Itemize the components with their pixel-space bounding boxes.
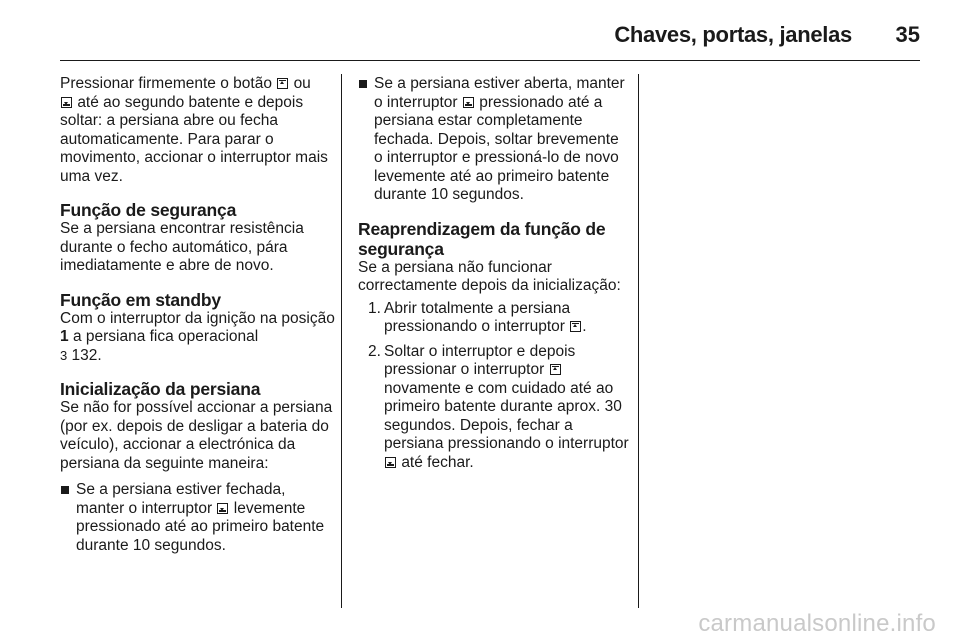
list-item: 2. Soltar o interruptor e depois pressionar o interruptor novamente e com cuidado até ao primeiro batente durante aprox. 30 segundos. Depois, fechar a persiana pressionando o interruptor até fechar. (368, 342, 629, 471)
init-paragraph: Se não for possível accionar a persiana (por ex. depois de desligar a bateria do veículo), accionar a electrónica da persiana da seguinte maneira: (60, 399, 333, 472)
page-number: 35 (895, 22, 920, 47)
relearn-heading: Reaprendizagem da função de segurança (358, 218, 606, 259)
section-title: Chaves, portas, janelas (614, 22, 852, 47)
standby-heading: Função em standby (60, 289, 221, 310)
left-column (60, 75, 335, 555)
intro-paragraph: Pressionar firmemente o botão ou até ao segundo batente e depois soltar: a persiana abre ou fecha automaticamente. Para parar o movimento, accionar o interruptor mais uma vez. (60, 75, 328, 185)
blind-open-icon (550, 364, 561, 375)
blind-close-icon (463, 97, 474, 108)
list-item: 1. Abrir totalmente a persiana pressionando o interruptor . (368, 299, 587, 335)
relearn-paragraph: Se a persiana não funcionar correctamente depois da inicialização: (358, 258, 621, 294)
blind-close-icon (61, 97, 72, 108)
standby-paragraph: Com o interruptor da ignição na posição 1 a persiana fica operacional 3 132. (60, 309, 335, 364)
page-reference-arrow-icon: 3 (60, 347, 68, 363)
watermark: carmanualsonline.info (698, 610, 936, 637)
right-column (358, 75, 630, 472)
safety-paragraph: Se a persiana encontrar resistência durante o fecho automático, pára imediatamente e abre de novo. (60, 220, 304, 274)
blind-close-icon (385, 457, 396, 468)
steps-list (358, 300, 630, 473)
blind-open-icon (277, 78, 288, 89)
init-heading: Inicialização da persiana (60, 379, 261, 399)
blind-close-icon (217, 503, 228, 514)
list-item: Se a persiana estiver fechada, manter o interruptor levemente pressionado até ao primeiro batente durante 10 segundos. (60, 481, 335, 555)
column-divider (341, 74, 342, 608)
safety-heading: Função de segurança (60, 200, 237, 220)
page-reference[interactable]: 132. (71, 346, 102, 364)
list-item: Se a persiana estiver aberta, manter o interruptor pressionado até a persiana estar completamente fechada. Depois, soltar brevemente o interruptor e pressioná-lo de novo levemente até ao primeiro batente durante 10 segundos. (358, 75, 630, 205)
ignition-position: 1 (60, 328, 69, 345)
blind-open-icon (570, 321, 581, 332)
column-divider (638, 74, 639, 608)
page-header (60, 14, 920, 61)
